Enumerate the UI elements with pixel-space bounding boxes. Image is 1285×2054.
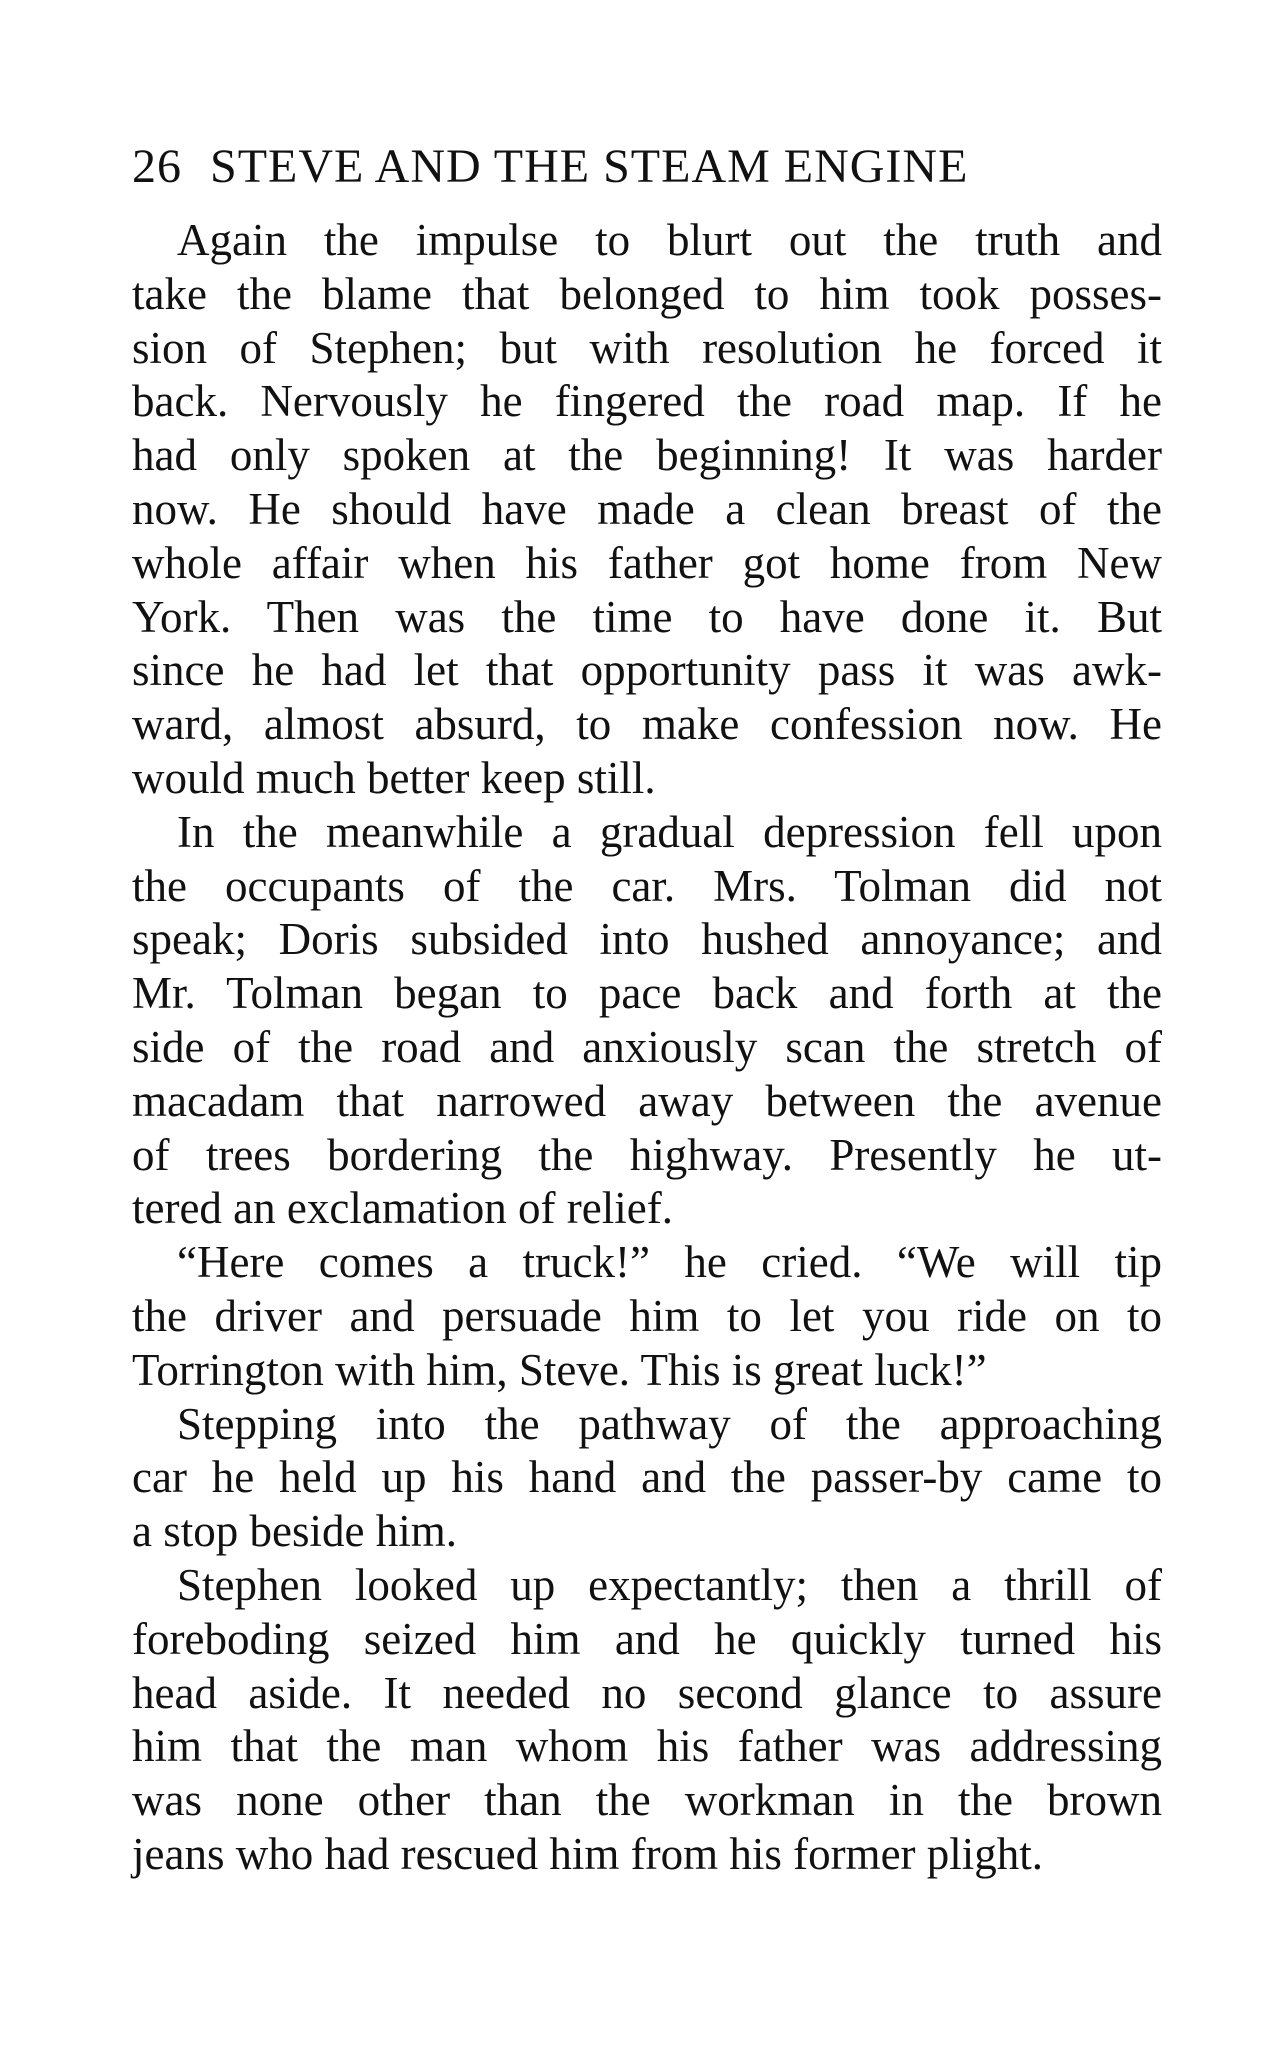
- paragraph: [132, 1398, 1162, 1559]
- text-line: would much better keep still.: [132, 752, 656, 803]
- text-line: a stop beside him.: [132, 1506, 457, 1557]
- text-line: head aside. It needed no second glance to assure: [132, 1667, 1162, 1718]
- text-line: was none other than the workman in the brown: [132, 1775, 1162, 1826]
- running-title: STEVE AND THE STEAM ENGINE: [210, 140, 969, 193]
- text-line: speak; Doris subsided into hushed annoyance; and: [132, 914, 1162, 965]
- text-line: tered an exclamation of relief.: [132, 1183, 673, 1234]
- text-line: whole affair when his father got home from New: [132, 537, 1162, 588]
- text-line: since he had let that opportunity pass it was awk-: [132, 645, 1162, 696]
- text-line: sion of Stephen; but with resolution he forced it: [132, 322, 1162, 373]
- text-line: now. He should have made a clean breast of the: [132, 483, 1162, 534]
- text-line: macadam that narrowed away between the avenue: [132, 1075, 1162, 1126]
- text-line: Again the impulse to blurt out the truth and: [177, 215, 1162, 265]
- paragraph: [132, 1236, 1162, 1397]
- text-line: back. Nervously he fingered the road map. If he: [132, 376, 1162, 427]
- paragraph: [132, 806, 1162, 1236]
- text-line: of trees bordering the highway. Presently he ut-: [132, 1129, 1162, 1180]
- text-line: Mr. Tolman began to pace back and forth at the: [132, 968, 1162, 1019]
- text-line: side of the road and anxiously scan the stretch of: [132, 1021, 1162, 1072]
- text-line: Stepping into the pathway of the approaching: [177, 1398, 1162, 1449]
- text-line: “Here comes a truck!” he cried. “We will tip: [177, 1237, 1162, 1288]
- page-number: 26: [132, 140, 182, 193]
- text-line: the driver and persuade him to let you ride on to: [132, 1290, 1162, 1341]
- text-line: ward, almost absurd, to make confession now. He: [132, 699, 1162, 750]
- body-text: [132, 214, 1162, 1882]
- text-line: Torrington with him, Steve. This is great luck!”: [132, 1344, 987, 1395]
- text-line: him that the man whom his father was addressing: [132, 1721, 1162, 1772]
- running-header: [132, 137, 1162, 197]
- text-line: York. Then was the time to have done it. But: [132, 591, 1162, 642]
- text-line: Stephen looked up expectantly; then a thrill of: [177, 1559, 1162, 1610]
- text-line: In the meanwhile a gradual depression fell upon: [177, 806, 1162, 857]
- paragraph: [132, 1559, 1162, 1882]
- text-line: foreboding seized him and he quickly turned his: [132, 1613, 1162, 1664]
- text-line: take the blame that belonged to him took posses-: [132, 268, 1162, 319]
- paragraph: [132, 214, 1162, 806]
- text-line: had only spoken at the beginning! It was harder: [132, 430, 1162, 481]
- text-line: the occupants of the car. Mrs. Tolman did not: [132, 860, 1162, 911]
- text-line: car he held up his hand and the passer-by came to: [132, 1452, 1162, 1503]
- text-line: jeans who had rescued him from his former plight.: [132, 1828, 1044, 1879]
